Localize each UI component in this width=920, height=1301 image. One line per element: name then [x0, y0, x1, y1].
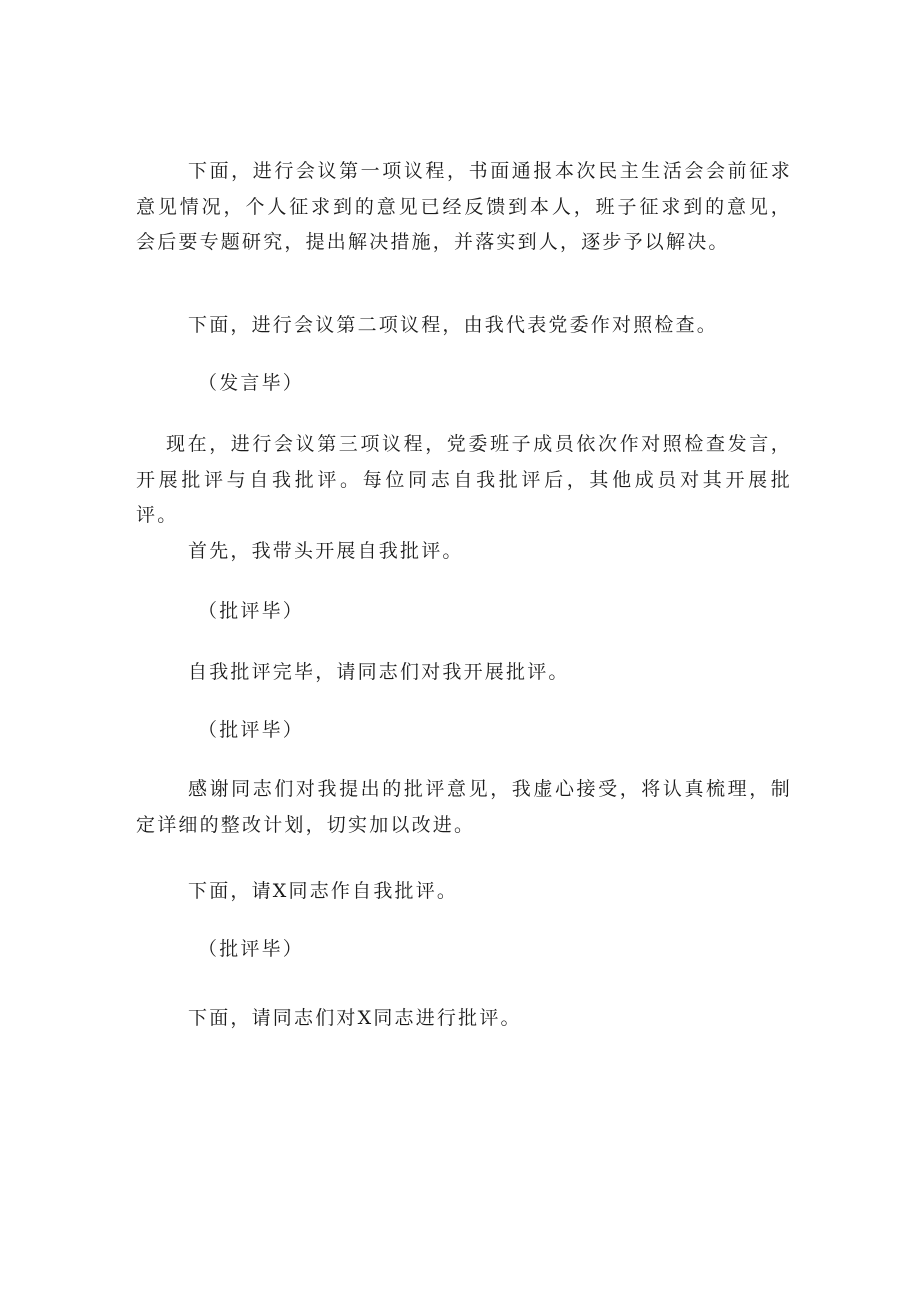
paragraph-self-critique-start: 首先，我带头开展自我批评。 — [188, 540, 464, 562]
paragraph-agenda-three: 现在，进行会议第三项议程，党委班子成员依次作对照检查发言，开展批评与自我批评。每位同志自我批评后，其他成员对其开展批评。 — [136, 433, 792, 526]
paragraph-agenda-two: 下面，进行会议第二项议程，由我代表党委作对照检查。 — [188, 314, 719, 336]
paragraph-thanks: 感谢同志们对我提出的批评意见，我虚心接受，将认真梳理，制定详细的整改计划，切实加以改进。 — [136, 778, 792, 836]
paragraph-critique-x: 下面，请同志们对X同志进行批评。 — [188, 1007, 522, 1029]
paragraph-speech-done: （发言毕） — [198, 372, 305, 394]
paragraph-critique-done-3: （批评毕） — [198, 938, 305, 960]
paragraph-x-self-critique: 下面，请X同志作自我批评。 — [188, 880, 459, 902]
paragraph-critique-done-2: （批评毕） — [198, 719, 305, 741]
paragraph-critique-done-1: （批评毕） — [198, 600, 305, 622]
paragraph-invite-critique: 自我批评完毕，请同志们对我开展批评。 — [188, 661, 570, 683]
paragraph-agenda-one: 下面，进行会议第一项议程，书面通报本次民主生活会会前征求意见情况，个人征求到的意见已经反馈到本人，班子征求到的意见，会后要专题研究，提出解决措施，并落实到人，逐步予以解决。 — [136, 160, 792, 253]
